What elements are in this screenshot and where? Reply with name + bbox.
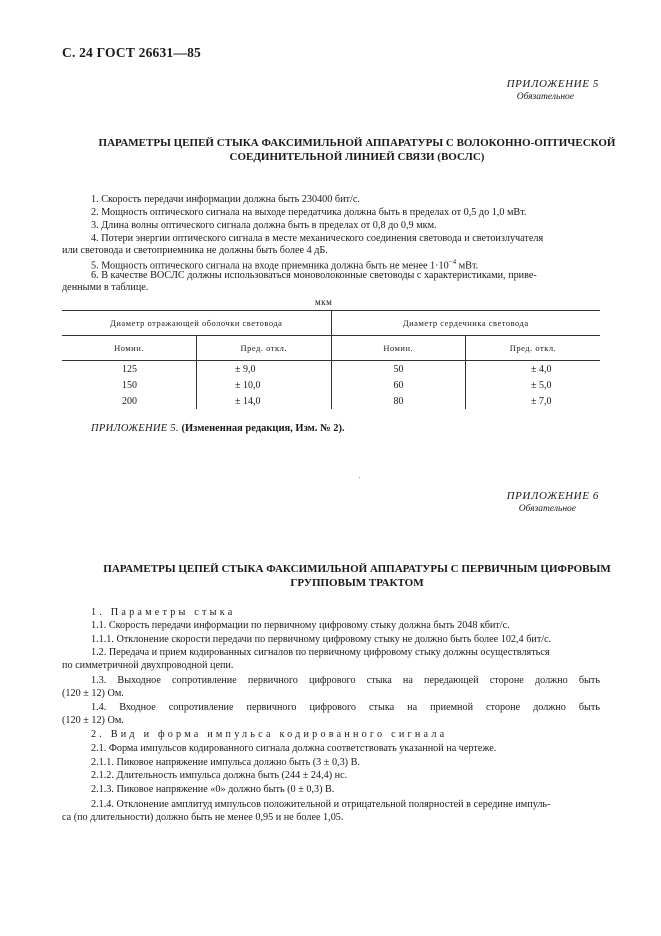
a6-item-1-4b: (120 ± 12) Ом. bbox=[62, 715, 124, 726]
a6-item-1-3b: (120 ± 12) Ом. bbox=[62, 688, 124, 699]
cell-core-deviation: ± 7,0 bbox=[531, 395, 552, 407]
subheader-nominal-1: Номин. bbox=[62, 336, 197, 361]
a6-item-1-4a: 1.4. Входное сопротивление первичного цифрового стыка на приемной стороне должно быть bbox=[91, 702, 600, 713]
a5-item-2: 2. Мощность оптического сигнала на выходе передатчика должна быть в пределах от 0,5 до 1,0 мВт. bbox=[91, 207, 527, 218]
appendix5-change-note bbox=[91, 423, 345, 434]
cell-cladding-nominal: 150 bbox=[62, 377, 197, 393]
a6-item-2-1-4a: 2.1.4. Отклонение амплитуд импульсов положительной и отрицательной полярностей в середине импуль- bbox=[91, 799, 551, 810]
a6-item-2-1-2: 2.1.2. Длительность импульса должна быть (244 ± 24,4) нс. bbox=[91, 770, 348, 781]
a6-item-1-2b: по симметричной двухпроводной цепи. bbox=[62, 660, 234, 671]
a6-item-2-1-4b: са (по длительности) должно быть не менее 0,95 и не более 1,05. bbox=[62, 812, 344, 823]
change-note-text: (Измененная редакция, Изм. № 2). bbox=[181, 423, 345, 434]
table-row bbox=[62, 361, 600, 378]
header-core-diameter: Диаметр сердечника световода bbox=[402, 318, 529, 328]
header-cladding-diameter: Диаметр отражающей оболочки световода bbox=[62, 311, 331, 336]
a5-item-5-text: 5. Мощность оптического сигнала на входе приемника должна быть не менее 1·10 bbox=[91, 260, 449, 272]
appendix6-label: ПРИЛОЖЕНИЕ 6 bbox=[506, 490, 599, 502]
cell-core-deviation: ± 5,0 bbox=[531, 379, 552, 391]
scan-speck bbox=[359, 477, 360, 478]
a6-item-2-1: 2.1. Форма импульсов кодированного сигнала должна соответствовать указанной на чертеже. bbox=[91, 743, 497, 754]
cell-core-nominal: 50 bbox=[331, 361, 466, 378]
a5-item-5-unit: мВт. bbox=[456, 260, 479, 272]
cell-cladding-nominal: 125 bbox=[62, 361, 197, 378]
appendix6-title-line2: ГРУППОВЫМ ТРАКТОМ bbox=[290, 577, 424, 589]
a6-item-2-1-1: 2.1.1. Пиковое напряжение импульса должно быть (3 ± 0,3) В. bbox=[91, 757, 360, 768]
a5-item-5-exponent: −4 bbox=[448, 258, 457, 266]
page-header: С. 24 ГОСТ 26631—85 bbox=[62, 45, 201, 60]
cell-core-nominal: 80 bbox=[331, 393, 466, 409]
cell-cladding-deviation: ± 14,0 bbox=[197, 393, 332, 409]
fiber-spec-table bbox=[62, 310, 600, 409]
appendix6-title bbox=[62, 562, 652, 590]
appendix6-title-line1: ПАРАМЕТРЫ ЦЕПЕЙ СТЫКА ФАКСИМИЛЬНОЙ АППАРАТУРЫ С ПЕРВИЧНЫМ ЦИФРОВЫМ bbox=[103, 563, 611, 575]
appendix5-label: ПРИЛОЖЕНИЕ 5 bbox=[506, 78, 599, 90]
cell-cladding-deviation: ± 9,0 bbox=[197, 361, 332, 378]
a5-item-6b: денными в таблице. bbox=[62, 282, 149, 293]
a5-item-3: 3. Длина волны оптического сигнала должна быть в пределах от 0,8 до 0,9 мкм. bbox=[91, 220, 437, 231]
subheader-nominal-2: Номин. bbox=[331, 336, 466, 361]
change-note-label: ПРИЛОЖЕНИЕ 5. bbox=[91, 423, 179, 434]
a6-item-2-1-3: 2.1.3. Пиковое напряжение «0» должно быть (0 ± 0,3) В. bbox=[91, 784, 335, 795]
a6-section-2-heading: 2. Вид и форма импульса кодированного сигнала bbox=[91, 729, 448, 740]
a6-item-1-1: 1.1. Скорость передачи информации по первичному цифровому стыку должна быть 2048 кбит/с. bbox=[91, 620, 510, 631]
table-row bbox=[62, 393, 600, 409]
appendix5-title-line2: СОЕДИНИТЕЛЬНОЙ ЛИНИЕЙ СВЯЗИ (ВОСЛС) bbox=[229, 151, 485, 163]
cell-core-deviation: ± 4,0 bbox=[531, 363, 552, 375]
a5-item-1: 1. Скорость передачи информации должна быть 230400 бит/с. bbox=[91, 194, 360, 205]
cell-cladding-nominal: 200 bbox=[62, 393, 197, 409]
a5-item-4a: 4. Потери энергии оптического сигнала в месте механического соединения световода и светоизлучателя bbox=[91, 233, 544, 244]
table-unit: мкм bbox=[315, 297, 333, 307]
a6-item-1-2a: 1.2. Передача и прием кодированных сигналов по первичному цифровому стыку должны осуществляться bbox=[91, 647, 550, 658]
appendix5-title bbox=[62, 136, 652, 164]
subheader-deviation-2: Пред. откл. bbox=[509, 343, 557, 353]
a6-item-1-3a: 1.3. Выходное сопротивление первичного цифрового стыка на передающей стороне должно быть bbox=[91, 675, 600, 686]
a5-item-6a: 6. В качестве ВОСЛС должны использоваться моноволоконные световоды с характеристиками, приве- bbox=[91, 270, 537, 281]
subheader-deviation-1: Пред. откл. bbox=[197, 336, 332, 361]
a6-section-1-heading: 1. Параметры стыка bbox=[91, 607, 236, 618]
cell-cladding-deviation: ± 10,0 bbox=[197, 377, 332, 393]
a5-item-4b: или световода и светоприемника не должны быть более 4 дБ. bbox=[62, 245, 328, 256]
appendix5-title-line1: ПАРАМЕТРЫ ЦЕПЕЙ СТЫКА ФАКСИМИЛЬНОЙ АППАРАТУРЫ С ВОЛОКОННО-ОПТИЧЕСКОЙ bbox=[98, 137, 616, 149]
a6-item-1-1-1: 1.1.1. Отклонение скорости передачи по первичному цифровому стыку не должно быть более 102,4 бит/с. bbox=[91, 634, 552, 645]
cell-core-nominal: 60 bbox=[331, 377, 466, 393]
appendix6-status: Обязательное bbox=[518, 504, 576, 514]
table-row bbox=[62, 377, 600, 393]
appendix5-status: Обязательное bbox=[516, 92, 574, 102]
